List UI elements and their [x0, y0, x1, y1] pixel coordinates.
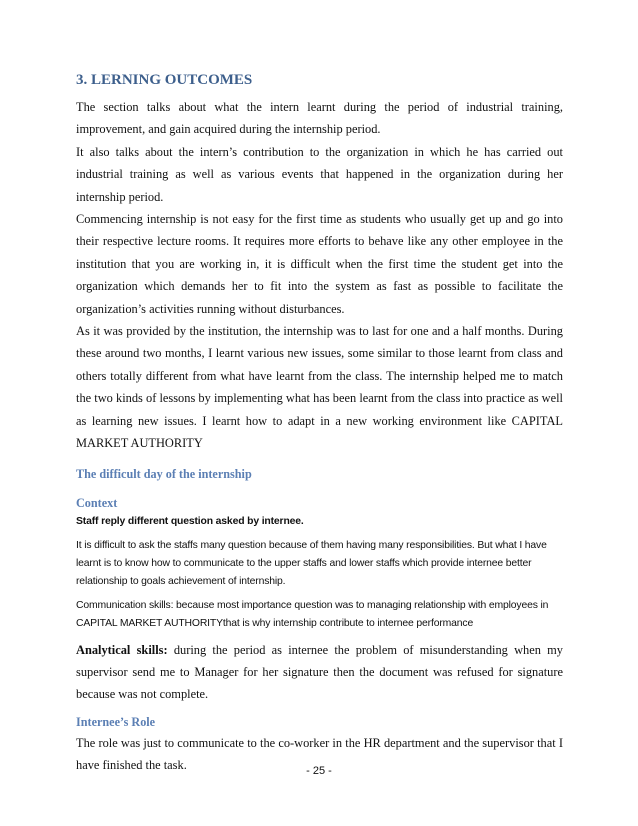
spacer	[76, 484, 563, 493]
internee-role-label: Internee’s Role	[76, 714, 156, 729]
page-content	[76, 70, 563, 777]
spacer	[76, 455, 563, 464]
paragraph-duration: As it was provided by the institution, the internship was to last for one and a half months. During these around two months, I learnt various new issues, some similar to those learnt from class and others totally different from what have learnt from the class. The internship helped me to match the two kinds of lessons by implementing what has been learnt from the class into practice as well as learning new issues. I learnt how to adapt in a new working environment like CAPITAL MARKET AUTHORITY	[76, 324, 563, 451]
context-bold-line: Staff reply different question asked by internee.	[76, 515, 304, 527]
paragraph-contribution: It also talks about the intern’s contribution to the organization in which he has carried out industrial training as well as various events that happened in the organization during her internship period.	[76, 144, 563, 204]
context-text: It is difficult to ask the staffs many question because of them having many responsibilities. But what I have learnt is to know how to communicate to the upper staffs and lower staffs which provide internee better relationship to goals achievement of internship.	[76, 539, 547, 587]
section-heading: 3. LERNING OUTCOMES	[76, 72, 253, 88]
context-label: Context	[76, 495, 118, 510]
page-number: - 25 -	[306, 765, 332, 777]
paragraph-intro: The section talks about what the intern learnt during the period of industrial training, improvement, and gain acquired during the internship period.	[76, 100, 563, 137]
analytical-skills-text: during the period as internee the problem of misunderstanding when my supervisor send me to Manager for her signature then the document was refused for signature because was not complete.	[76, 642, 564, 702]
paragraph-commencing: Commencing internship is not easy for the first time as students who usually get up and go into their respective lecture rooms. It requires more efforts to behave like any other employee in the institution that you are working in, it is difficult when the first time the student get into the organization which demands her to fit into the system as fast as possible to facilitate the organization’s activities running without disturbances.	[76, 212, 563, 316]
analytical-skills-paragraph	[76, 639, 563, 706]
analytical-skills-label: Analytical skills:	[76, 642, 168, 657]
communication-skills-text: Communication skills: because most importance question was to managing relationship with employees in CAPITAL MARKET AUTHORITYthat is why internship contribute to internee performance	[76, 599, 549, 629]
difficult-day-title: The difficult day of the internship	[76, 466, 252, 481]
internee-role-text: The role was just to communicate to the co-worker in the HR department and the supervisor that I have finished the task.	[76, 735, 563, 773]
